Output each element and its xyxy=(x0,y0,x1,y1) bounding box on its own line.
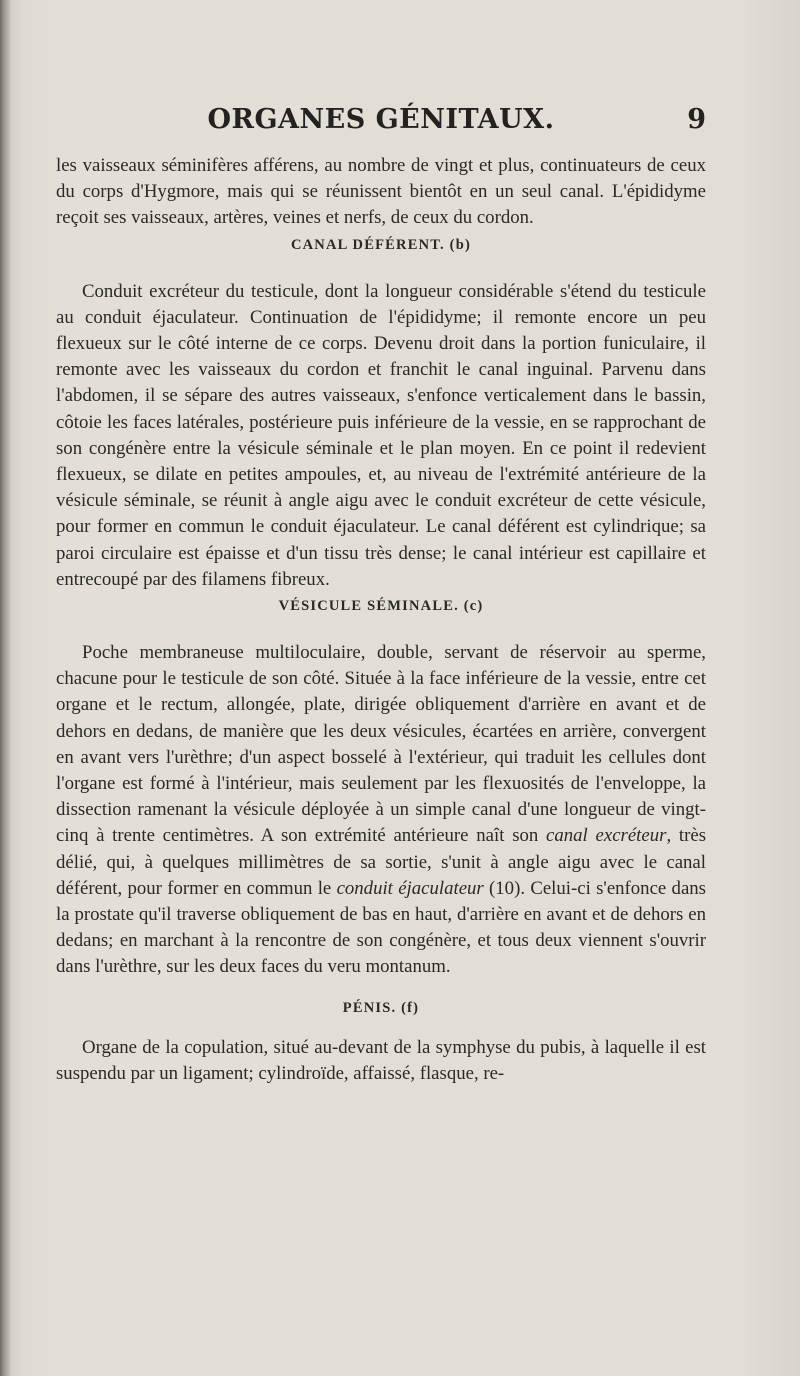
text-run: , très délié, qui, à quelques millimètres de sa sortie, s'unit à angle aigu avec le canal déférent, pour former en commun le xyxy=(56,825,707,899)
spacer xyxy=(56,1021,706,1035)
section-title-penis: PÉNIS. (f) xyxy=(342,999,420,1016)
section-title-canal-deferent: CANAL DÉFÉRENT. (b) xyxy=(290,236,472,253)
text-run: (10). Celui-ci s'enfonce dans la prostate qu'il traverse obliquement de bas en haut, d'arrière en avant et de dehors en dedans; en marchant à la rencontre de son congénère, et tous deux viennent s'ouvrir dans l'urèthre, sur les deux faces du veru montanum. xyxy=(56,877,706,978)
italic-term-canal-excreteur: canal excréteur xyxy=(546,825,667,847)
page-number: 9 xyxy=(687,104,706,135)
spacer xyxy=(56,981,706,995)
spacer xyxy=(56,619,706,640)
paragraph-penis: Organe de la copulation, situé au-devant de la symphyse du pubis, à laquelle il est suspendu par un ligament; cylindroïde, affaissé, flasque, re- xyxy=(56,1036,706,1084)
running-title: ORGANES GÉNITAUX. xyxy=(207,104,555,135)
paragraph-vesicule-seminale xyxy=(56,640,706,981)
section-title-vesicule-seminale: VÉSICULE SÉMINALE. (c) xyxy=(278,598,484,615)
page-header xyxy=(56,104,706,144)
paragraph-epididyme-continuation: les vaisseaux séminifères afférens, au nombre de vingt et plus, continuateurs de ceux du corps d'Hygmore, mais qui se réunissent bientôt en un seul canal. L'épididyme reçoit ses vaisseaux, artères, veines et nerfs, de ceux du cordon. xyxy=(56,155,706,229)
body-text xyxy=(56,153,706,1087)
spacer xyxy=(56,258,706,279)
text-run: Poche membraneuse multiloculaire, double, servant de réservoir au sperme, chacune pour le testicule de son côté. Située à la face inférieure de la vessie, entre cet organe et le rectum, allongée, plate, dirigée obliquement d'arrière en avant et de dehors en dedans, de manière que les deux vésicules, écartées en arrière, convergent en avant vers l'urèthre; d'un aspect bosselé à l'extérieur, qui traduit les cellules dont l'organe est formé à l'intérieur, mais seulement par les flexuosités de l'enveloppe, la dissection ramenant la vésicule déployée à un simple canal d'une longueur de vingt-cinq à trente centimètres. A son extrémité antérieure naît son xyxy=(56,642,706,847)
italic-term-conduit-ejaculateur: conduit éjaculateur xyxy=(336,877,484,899)
paragraph-canal-deferent: Conduit excréteur du testicule, dont la longueur considérable s'étend du testicule au conduit éjaculateur. Continuation de l'épididyme; il remonte encore un peu flexueux sur le côté interne de ce corps. Devenu droit dans la portion funiculaire, il remonte avec les vaisseaux du cordon et franchit le canal inguinal. Parvenu dans l'abdomen, il se sépare des autres vaisseaux, s'enfonce verticalement dans le bassin, côtoie les faces latérales, postérieure puis inférieure de la vessie, en se rapprochant de son congénère entre la vésicule séminale et le plan moyen. En ce point il redevient flexueux, se dilate en petites ampoules, et, au niveau de l'extrémité antérieure de la vésicule séminale, se réunit à angle aigu avec le conduit excréteur de cette vésicule, pour former en commun le conduit éjaculateur. Le canal déférent est cylindrique; sa paroi circulaire est épaisse et d'un tissu très dense; le canal intérieur est capillaire et entrecoupé par des filamens fibreux. xyxy=(56,280,706,590)
page-gutter-shadow xyxy=(0,0,10,1376)
